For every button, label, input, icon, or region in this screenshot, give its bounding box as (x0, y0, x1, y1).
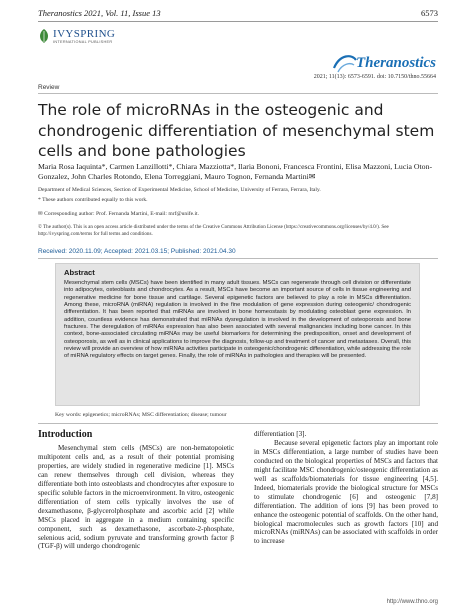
running-title: Theranostics 2021, Vol. 11, Issue 13 (38, 8, 161, 18)
header-divider (38, 21, 438, 22)
running-head (38, 8, 438, 18)
abstract-text: Mesenchymal stem cells (MSCs) have been identified in many adult tissues. MSCs can regenerate through cell division or differentiate into adipocytes, osteoblasts and chondrocytes. As a result, MSCs have become an important source of cells in tissue engineering and regenerative medicine for bone tissue and cartilage. Several epigenetic factors are believed to play a role in MSCs differentiation. Among these, microRNA (miRNA) regulation is involved in the fine modulation of gene expression during osteogenic/ chondrogenic differentiation. It has been reported that miRNAs are involved in bone homeostasis by modulating osteoblast gene expression. In addition, countless evidence has demonstrated that miRNAs dysregulation is involved in the development of osteoporosis and bone fractures. The deregulation of miRNAs expression has also been associated with several malignancies including bone cancer. In this context, bone-associated circulating miRNAs may be useful biomarkers for determining the predisposition, onset and development of osteoporosis, as well as in clinical applications to improve the diagnosis, follow-up and treatment of cancer and metastases. Overall, this review will provide an overview of how miRNAs activities participate in osteogenic/chondrogenic differentiation, while addressing the role of miRNA regulatory effects on target genes. Finally, the role of miRNAs in pathologies and therapies will be presented. (64, 280, 411, 360)
ivy-leaf-icon (38, 28, 50, 44)
publication-dates: Received: 2020.11.09; Accepted: 2021.03.15; Published: 2021.04.30 (38, 248, 236, 255)
article-title: The role of microRNAs in the osteogenic and chondrogenic differentiation of mesenchymal stem cells and bone pathologies (38, 101, 435, 160)
introduction-heading: Introduction (38, 429, 93, 440)
intro-continuation: differentiation [3]. (254, 430, 307, 438)
citation-line: 2021; 11(13): 6573-6591. doi: 10.7150/thno.55664 (313, 74, 436, 80)
theranostics-swoosh-icon (332, 52, 358, 74)
affiliation: Department of Medical Sciences, Section of Experimental Medicine, School of Medicine, University of Ferrara, Ferrara, Italy. (38, 187, 321, 193)
dates-divider (38, 258, 438, 259)
keywords-divider (38, 423, 438, 424)
journal-name: Theranostics (355, 54, 436, 71)
footer-url: http://www.thno.org (386, 599, 438, 605)
publisher-name: IVYSPRING (53, 27, 116, 40)
introduction-left-column (38, 444, 234, 551)
intro-paragraph-2: Because several epigenetic factors play an important role in MSCs differentiation, a large number of studies have been conducted on the biological properties of MSCs and factors that might facilitate MSC chondrogenic/osteogenic differentiation as well as scaffolds/biomaterials for tissue engineering [4,5]. Indeed, biomaterials provide the biological structure for MSCs to stimulate chondrogenic [6] and osteogenic [7,8] differentiation. The addition of ions [9] has been proved to enhance the osteogenic potential of scaffolds. On the other hand, biological macromolecules such as growth factors [10] and microRNAs (miRNAs) can be associated with scaffolds in order to increase (254, 438, 438, 546)
introduction-right-column (254, 430, 438, 546)
equal-contribution-note: * These authors contributed equally to this work. (38, 197, 148, 203)
publisher-subtitle: INTERNATIONAL PUBLISHER (53, 39, 113, 44)
publisher-logo (38, 28, 115, 44)
abstract-box (55, 263, 420, 406)
author-list: Maria Rosa Iaquinta*, Carmen Lanzillotti*, Chiara Mazziotta*, Ilaria Bononi, Francesca Frontini, Elisa Mazzoni, Lucia Oton-Gonzalez, John Charles Rotondo, Elena Torreggiani, Mauro Tognon, Fernanda Martini✉ (38, 162, 433, 181)
intro-paragraph-1: Mesenchymal stem cells (MSCs) are non-hematopoietic multipotent cells and, as a result of their potential promising properties, are widely studied in regenerative medicine [1]. MSCs can renew themselves through cell division, whereas they differentiate both into osteoblasts and chondrocytes after exposure to specific soluble factors in the microenvironment. In vitro, osteogenic differentiation of stem cells typically involves the use of dexamethasone, β-glycerolphosphate and ascorbic acid [2] while MSCs placed in aggregate in a medium containing specific component, such as dexamethasone, ascorbate-2-phosphate, selenious acid, sodium pyruvate and transforming growth factor β (TGF-β) will undergo chondrogenic (38, 444, 234, 551)
page-number: 6573 (421, 8, 438, 18)
corresponding-author: ✉ Corresponding author: Prof. Fernanda Martini, E-mail: mrf@unife.it. (38, 211, 199, 217)
license-notice: © The author(s). This is an open access article distributed under the terms of the Creative Commons Attribution License (https://creativecommons.org/licenses/by/4.0/). See http://ivyspring.com/terms for full terms and conditions. (38, 224, 389, 237)
journal-logo (332, 52, 436, 74)
article-type: Review (38, 84, 60, 91)
article-type-divider (38, 93, 438, 94)
abstract-heading: Abstract (64, 268, 95, 277)
keywords: Key words: epigenetics; microRNAs; MSC differentiation; disease; tumour (55, 412, 227, 418)
